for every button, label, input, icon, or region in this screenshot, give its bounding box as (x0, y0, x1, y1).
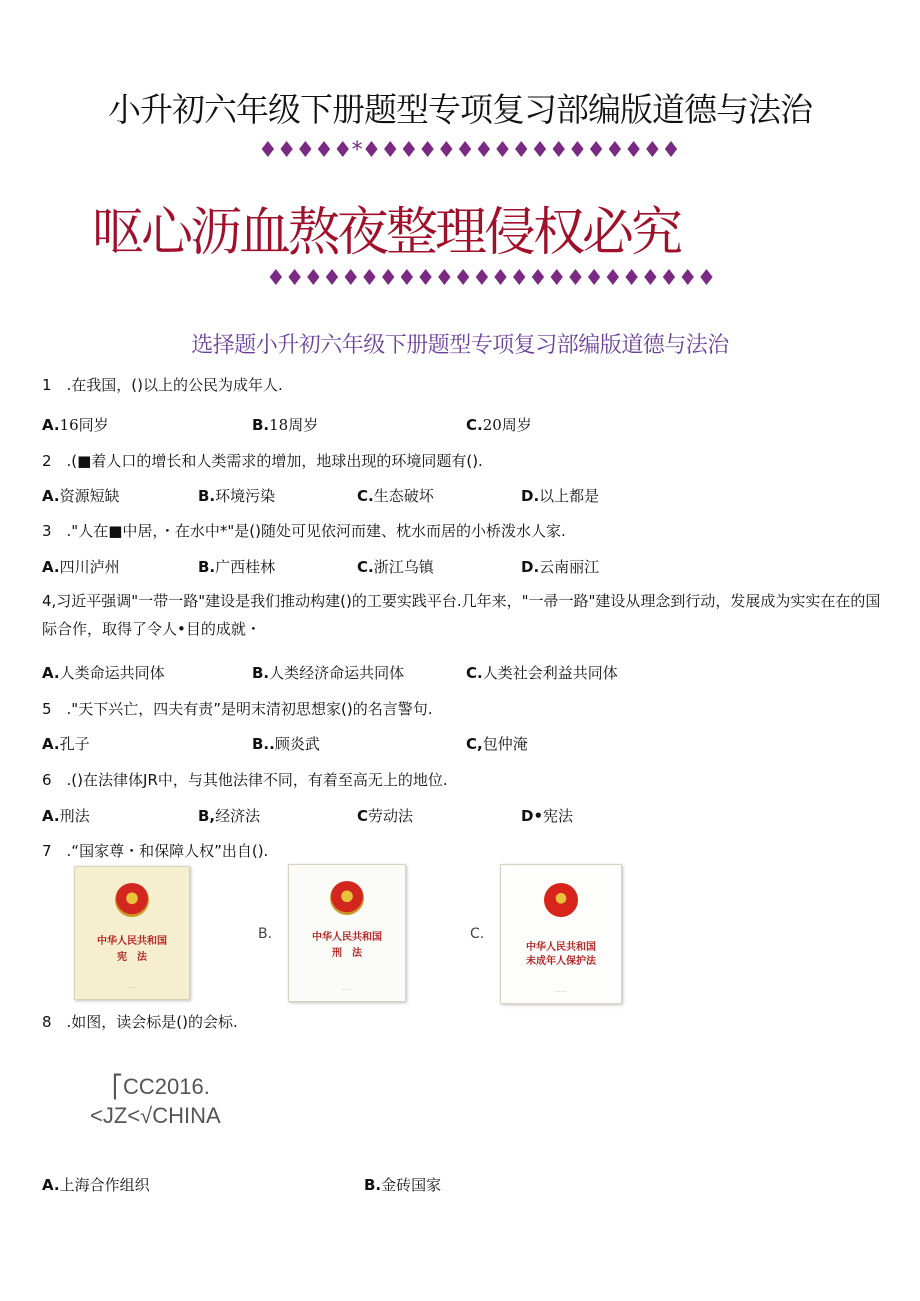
option-2c: C.生态破坏 (357, 487, 434, 505)
book-option-letter-b: B. (258, 926, 273, 942)
question-3: 3 ."人在■中居，・在水中*"是()随处可见依河而建、枕水而居的小桥泼水人家. (42, 522, 566, 540)
option-2b: B.环境污染 (198, 487, 276, 505)
option-3c: C.浙江乌镇 (357, 558, 434, 576)
red-banner: 呕心沥血熬夜整理侵权必究 (92, 203, 681, 263)
option-3b: B.广西桂林 (198, 558, 276, 576)
question-5: 5 ."天下兴亡，四夫有责”是明末清初思想家()的名言警句. (42, 700, 433, 718)
question-6: 6 .()在法律体JR中，与其他法律不同，有着至高无上的地位. (42, 771, 448, 789)
option-8b: B.金砖国家 (364, 1176, 442, 1194)
book-title-line: 中华人民共和国 (526, 942, 596, 953)
option-1a: A.16同岁 (42, 416, 109, 434)
book-image-criminal-law: 中华人民共和国 刑 法 ······· (288, 864, 406, 1002)
option-4a: A.人类命运共同体 (42, 664, 165, 682)
section-subtitle: 选择题小升初六年级下册题型专项复习部编版道德与法治 (191, 333, 729, 358)
national-emblem-icon (330, 881, 364, 915)
option-3d: D.云南丽江 (521, 558, 600, 576)
question-7: 7 .“国家尊・和保障人权”出自(). (42, 842, 269, 860)
option-5b: B..顾炎武 (252, 735, 320, 753)
option-5a: A.孔子 (42, 735, 90, 753)
book-option-letter-c: C. (470, 926, 485, 942)
option-2a: A.资源短缺 (42, 487, 120, 505)
diamond-divider-bottom: ♦♦♦♦♦♦♦♦♦♦♦♦♦♦♦♦♦♦♦♦♦♦♦♦ (266, 266, 716, 291)
option-6a: A.刑法 (42, 807, 90, 825)
question-8: 8 .如图，读会标是()的会标. (42, 1013, 238, 1031)
national-emblem-icon (544, 883, 578, 917)
option-4b: B.人类经济命运共同体 (252, 664, 405, 682)
book-title-line: 中华人民共和国 (312, 932, 382, 943)
book-title-line: 未成年人保护法 (526, 956, 596, 967)
book-title-line: 刑 法 (332, 948, 362, 959)
option-4c: C.人类社会利益共同体 (466, 664, 618, 682)
document-title: 小升初六年级下册题型专项复习部编版道德与法治 (108, 90, 812, 129)
option-6b: B,经济法 (198, 807, 261, 825)
question-4: 4,习近平强调"一带一路"建设是我们推动构建()的工要实践平台.几年来，"一帚一路"建设从理念到行动，发展成为实实在在的国际合作，取得了令人•目的成就・ (42, 592, 881, 638)
option-8a: A.上海合作组织 (42, 1176, 150, 1194)
question-1: 1 .在我国，()以上的公民为成年人. (42, 376, 283, 394)
option-2d: D.以上都是 (521, 487, 600, 505)
national-emblem-icon (115, 883, 149, 917)
option-6c: C劳动法 (357, 807, 414, 825)
diamond-divider-top: ♦♦♦♦♦*♦♦♦♦♦♦♦♦♦♦♦♦♦♦♦♦♦ (258, 138, 680, 163)
summit-logo-line-1: ⎡CC2016. (112, 1074, 210, 1099)
option-6d: D•宪法 (521, 807, 574, 825)
question-2: 2 .(■着人口的增长和人类需求的增加，地球出现的环境同题有(). (42, 452, 483, 470)
option-1b: B.18周岁 (252, 416, 319, 434)
book-title-line: 宪 法 (117, 952, 147, 963)
book-image-constitution: 中华人民共和国 宪 法 ······· (74, 866, 190, 1000)
option-1c: C.20周岁 (466, 416, 532, 434)
option-3a: A.四川泸州 (42, 558, 120, 576)
book-image-minor-protection-law: 中华人民共和国 未成年人保护法 ······· (500, 864, 622, 1004)
option-5c: C,包仲淹 (466, 735, 528, 753)
book-title-line: 中华人民共和国 (97, 936, 167, 947)
summit-logo-line-2: <JZ<√CHINA (90, 1103, 221, 1128)
